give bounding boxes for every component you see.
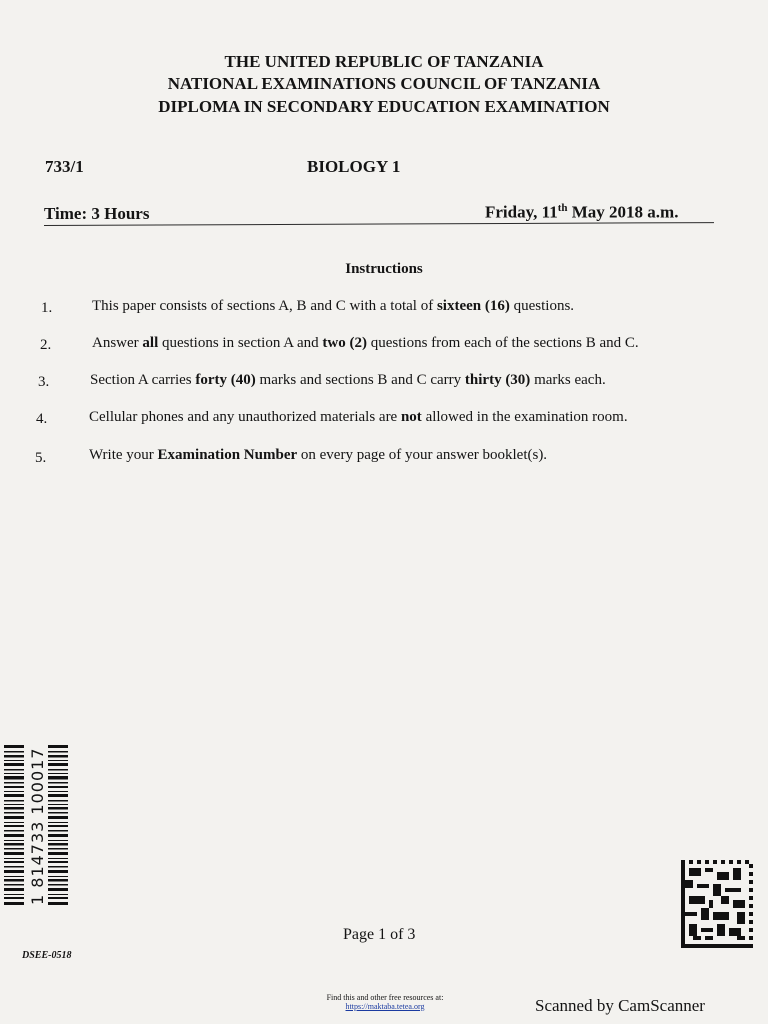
instruction-emphasis: sixteen (16) (436, 298, 510, 314)
footer-text: Find this and other free resources at: (326, 993, 444, 1002)
instructions-title: Instructions (345, 261, 423, 277)
date-rest: May 2018 a.m. (567, 202, 679, 222)
instruction-item (92, 335, 639, 352)
scanner-watermark: Scanned by CamScanner (535, 996, 705, 1015)
date-day: Friday, 11 (485, 202, 558, 222)
instruction-number: 4. (36, 411, 48, 427)
instruction-emphasis: all (142, 335, 159, 351)
header-country: THE UNITED REPUBLIC OF TANZANIA (224, 52, 544, 71)
exam-duration: Time: 3 Hours (44, 204, 150, 223)
instruction-text: Answer (92, 335, 143, 351)
instruction-emphasis: Examination Number (157, 447, 298, 463)
instruction-emphasis: forty (40) (195, 372, 256, 388)
instruction-text: questions from each of the sections B and C. (367, 335, 639, 351)
instruction-item (89, 447, 547, 464)
exam-date (485, 202, 678, 223)
instruction-emphasis: thirty (30) (464, 372, 531, 388)
form-code: DSEE-0518 (22, 950, 72, 961)
instruction-text: Section A carries (90, 372, 196, 388)
barcode-number: 1 814733 100017 (28, 747, 47, 905)
datamatrix-code (681, 860, 753, 948)
instruction-text: questions. (509, 298, 575, 314)
instruction-item (89, 409, 628, 426)
instruction-text: Write your (89, 447, 158, 463)
page-number: Page 1 of 3 (343, 926, 416, 943)
instruction-text: This paper consists of sections A, B and C with a total of (92, 298, 437, 314)
instruction-item (90, 372, 606, 389)
date-suffix: th (557, 202, 568, 214)
subject-title: BIOLOGY 1 (307, 157, 401, 176)
instruction-text: marks each. (530, 372, 606, 388)
instruction-emphasis: not (400, 409, 422, 425)
footer-link[interactable]: https://maktaba.tetea.org (345, 1002, 425, 1011)
instruction-emphasis: two (2) (322, 335, 367, 351)
instruction-number: 3. (38, 374, 50, 390)
paper-code: 733/1 (45, 157, 84, 176)
header-exam: DIPLOMA IN SECONDARY EDUCATION EXAMINATION (158, 97, 610, 116)
instruction-item (92, 298, 574, 315)
instruction-text: marks and sections B and C carry (255, 372, 465, 388)
header-council: NATIONAL EXAMINATIONS COUNCIL OF TANZANIA (167, 74, 601, 93)
instruction-text: Cellular phones and any unauthorized materials are (89, 409, 401, 425)
instruction-text: allowed in the examination room. (421, 409, 628, 425)
instruction-number: 5. (35, 450, 47, 466)
instruction-number: 2. (40, 337, 52, 353)
footer (300, 993, 470, 1011)
instruction-text: questions in section A and (158, 335, 323, 351)
instruction-number: 1. (41, 300, 53, 316)
instruction-text: on every page of your answer booklet(s). (297, 447, 548, 463)
